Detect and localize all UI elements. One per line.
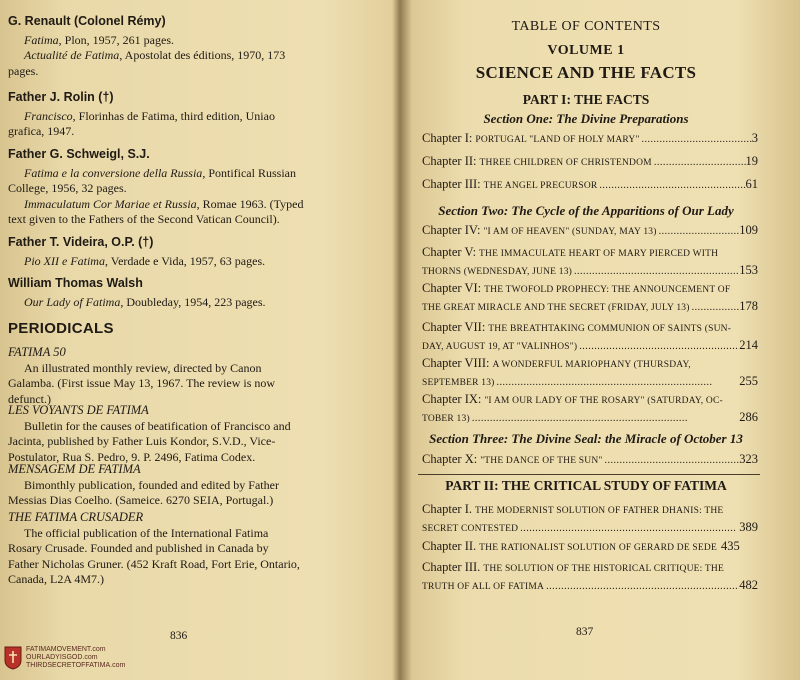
volume-label: VOLUME 1: [547, 43, 625, 58]
bibliography-entry: [8, 235, 348, 269]
chapter-page: 286: [739, 410, 758, 424]
entry-line: Actualité de Fatima, Apostolat des éditions, 1970, 173: [24, 48, 286, 62]
section-heading: Section Two: The Cycle of the Apparitions of Our Lady: [438, 203, 734, 218]
chapter-page: 214: [739, 338, 758, 352]
toc-chapter: [422, 538, 758, 556]
chapter-title-line1: THE BREATHTAKING COMMUNION OF SAINTS (SUN-: [488, 324, 732, 334]
watermark-line: THIRDSECRETOFFATIMA.com: [26, 662, 126, 669]
toc-chapter: [422, 130, 758, 148]
periodical-name: LES VOYANTS DE FATIMA: [8, 403, 149, 417]
left-page: [0, 0, 395, 680]
toc-chapter: [422, 280, 758, 316]
entry-line: Pio XII e Fatima, Verdade e Vida, 1957, 63 pages.: [24, 253, 266, 268]
chapter-title: PORTUGAL "LAND OF HOLY MARY": [475, 135, 640, 145]
toc-chapter: [422, 176, 758, 194]
periodical-line: Rosary Crusade. Founded and published in Canada by: [8, 541, 269, 555]
bibliography-entry: [8, 147, 348, 228]
watermark: [4, 646, 125, 670]
chapter-label: Chapter VIII:: [422, 356, 490, 370]
periodical-entry: [8, 403, 348, 465]
chapter-page: 482: [739, 578, 758, 592]
periodical-name: MENSAGEM DE FATIMA: [8, 462, 141, 476]
chapter-label: Chapter II.: [422, 539, 477, 553]
entry-line: Immaculatum Cor Mariae et Russia, Romae 1963. (Typed: [24, 196, 304, 211]
section-heading: Section Three: The Divine Seal: the Miracle of October 13: [429, 431, 743, 446]
entry-author: Father T. Videira, O.P. (†): [8, 235, 154, 249]
part-heading: PART II: THE CRITICAL STUDY OF FATIMA: [445, 478, 727, 493]
chapter-page: 3: [751, 131, 758, 145]
chapter-label: Chapter X:: [422, 452, 478, 466]
toc-chapter: [422, 319, 758, 355]
bibliography-entry: [8, 276, 348, 310]
chapter-label: Chapter I:: [422, 131, 473, 145]
chapter-title-line1: THE SOLUTION OF THE HISTORICAL CRITIQUE: THE: [483, 564, 724, 574]
periodical-name: THE FATIMA CRUSADER: [8, 510, 144, 524]
toc-chapter: [422, 153, 758, 171]
chapter-title-line1: "I AM OUR LADY OF THE ROSARY" (SATURDAY, OC-: [484, 396, 723, 406]
chapter-label: Chapter VII:: [422, 320, 486, 334]
volume-title: SCIENCE AND THE FACTS: [475, 63, 697, 82]
chapter-title: THREE CHILDREN OF CHRISTENDOM: [479, 158, 652, 168]
toc-chapter: [422, 355, 758, 391]
chapter-title-line2: TRUTH OF ALL OF FATIMA: [422, 582, 545, 592]
chapter-page: 153: [739, 263, 758, 277]
divider: [418, 474, 760, 475]
chapter-label: Chapter I.: [422, 502, 472, 516]
periodicals-heading: PERIODICALS: [8, 320, 114, 337]
right-page: [406, 0, 800, 680]
chapter-page: 178: [739, 299, 758, 313]
periodical-line: Galamba. (First issue May 13, 1967. The review is now: [8, 376, 276, 390]
page-number-left: 836: [170, 630, 188, 642]
entry-line: pages.: [8, 63, 39, 78]
entry-line: Our Lady of Fatima, Doubleday, 1954, 223 pages.: [24, 294, 266, 309]
chapter-page: 435: [720, 539, 740, 553]
chapter-title-line2: THE GREAT MIRACLE AND THE SECRET (FRIDAY, JULY 13): [422, 303, 690, 313]
chapter-title-line2: SEPTEMBER 13): [422, 378, 495, 388]
periodical-line: Canada, L2A 4M7.): [8, 572, 104, 586]
bibliography-entry: [8, 14, 348, 79]
toc-chapter: [422, 451, 758, 469]
entry-author: G. Renault (Colonel Rémy): [8, 14, 166, 28]
chapter-title-line1: A WONDERFUL MARIOPHANY (THURSDAY,: [492, 360, 691, 370]
periodical-line: Messias Dias Coelho. (Sameice. 6270 SEIA, Portugal.): [8, 493, 274, 507]
periodical-line: Father Nicholas Gruner. (452 Kraft Road, Fort Erie, Ontario,: [8, 556, 300, 571]
entry-line: Fatima, Plon, 1957, 261 pages.: [24, 32, 175, 47]
periodical-line: Jacinta, published by Father Luis Kondor, S.V.D., Vice-: [8, 434, 276, 448]
chapter-title-line1: THE TWOFOLD PROPHECY: THE ANNOUNCEMENT OF: [484, 285, 731, 295]
chapter-page: 19: [745, 154, 758, 168]
chapter-label: Chapter IV:: [422, 223, 481, 237]
toc-chapter: [422, 222, 758, 240]
chapter-label: Chapter V:: [422, 245, 477, 259]
toc-title: TABLE OF CONTENTS: [511, 19, 661, 34]
chapter-page: 109: [739, 223, 758, 237]
chapter-page: 61: [745, 177, 758, 191]
chapter-title: THE ANGEL PRECURSOR: [483, 181, 598, 191]
periodical-line: Postulator, Rua S. Pedro, 9. P. 2496, Fatima Codex.: [8, 449, 256, 464]
entry-line: College, 1956, 32 pages.: [8, 181, 127, 195]
chapter-page: 255: [739, 374, 758, 388]
chapter-page: 389: [739, 520, 758, 534]
part-heading: PART I: THE FACTS: [522, 92, 650, 107]
entry-line: Fatima e la conversione della Russia, Pontifical Russian: [24, 165, 296, 180]
chapter-page: 323: [739, 452, 758, 466]
chapter-title: "THE DANCE OF THE SUN": [480, 456, 603, 466]
periodical-line: The official publication of the International Fatima: [24, 525, 269, 540]
periodical-entry: [8, 345, 348, 407]
chapter-label: Chapter II:: [422, 154, 477, 168]
toc-chapter: [422, 244, 758, 280]
periodical-line: Bimonthly publication, founded and edited by Father: [24, 477, 279, 492]
entry-author: Father J. Rolin (†): [8, 90, 114, 104]
entry-line: Francisco, Florinhas de Fatima, third edition, Uniao: [24, 108, 275, 123]
chapter-title-line2: SECRET CONTESTED: [422, 524, 519, 534]
chapter-title: THE RATIONALIST SOLUTION OF GERARD DE SEDE: [479, 543, 717, 553]
toc-chapter: [422, 559, 758, 595]
chapter-label: Chapter III:: [422, 177, 481, 191]
watermark-line: FATIMAMOVEMENT.com: [26, 646, 106, 653]
page-number-right: 837: [576, 626, 594, 638]
periodical-name: FATIMA 50: [8, 345, 66, 359]
toc-chapter: [422, 501, 758, 537]
chapter-title-line1: THE MODERNIST SOLUTION OF FATHER DHANIS: THE: [474, 506, 724, 516]
periodical-line: Bulletin for the causes of beatification of Francisco and: [24, 418, 291, 433]
toc-chapter: [422, 391, 758, 427]
entry-line: text given to the Fathers of the Second Vatican Council).: [8, 212, 280, 226]
periodical-line: An illustrated monthly review, directed by Canon: [24, 360, 262, 375]
chapter-label: Chapter III.: [422, 560, 481, 574]
bibliography-entry: [8, 90, 348, 140]
entry-author: William Thomas Walsh: [8, 276, 143, 290]
chapter-title: "I AM OF HEAVEN" (SUNDAY, MAY 13): [483, 227, 657, 237]
section-heading: Section One: The Divine Preparations: [483, 111, 689, 126]
chapter-title-line2: THORNS (WEDNESDAY, JUNE 13): [422, 267, 573, 277]
periodical-entry: [8, 510, 348, 588]
shield-icon: [4, 646, 22, 670]
chapter-title-line1: THE IMMACULATE HEART OF MARY PIERCED WITH: [479, 249, 719, 259]
chapter-label: Chapter IX:: [422, 392, 482, 406]
periodical-line: defunct.): [8, 391, 51, 406]
periodical-entry: [8, 462, 348, 509]
chapter-title-line2: TOBER 13): [422, 414, 470, 424]
watermark-line: OURLADYISGOD.com: [26, 654, 98, 661]
chapter-title-line2: DAY, AUGUST 19, AT "VALINHOS"): [422, 342, 578, 352]
entry-line: grafica, 1947.: [8, 124, 75, 138]
entry-author: Father G. Schweigl, S.J.: [8, 147, 150, 161]
chapter-label: Chapter VI:: [422, 281, 482, 295]
